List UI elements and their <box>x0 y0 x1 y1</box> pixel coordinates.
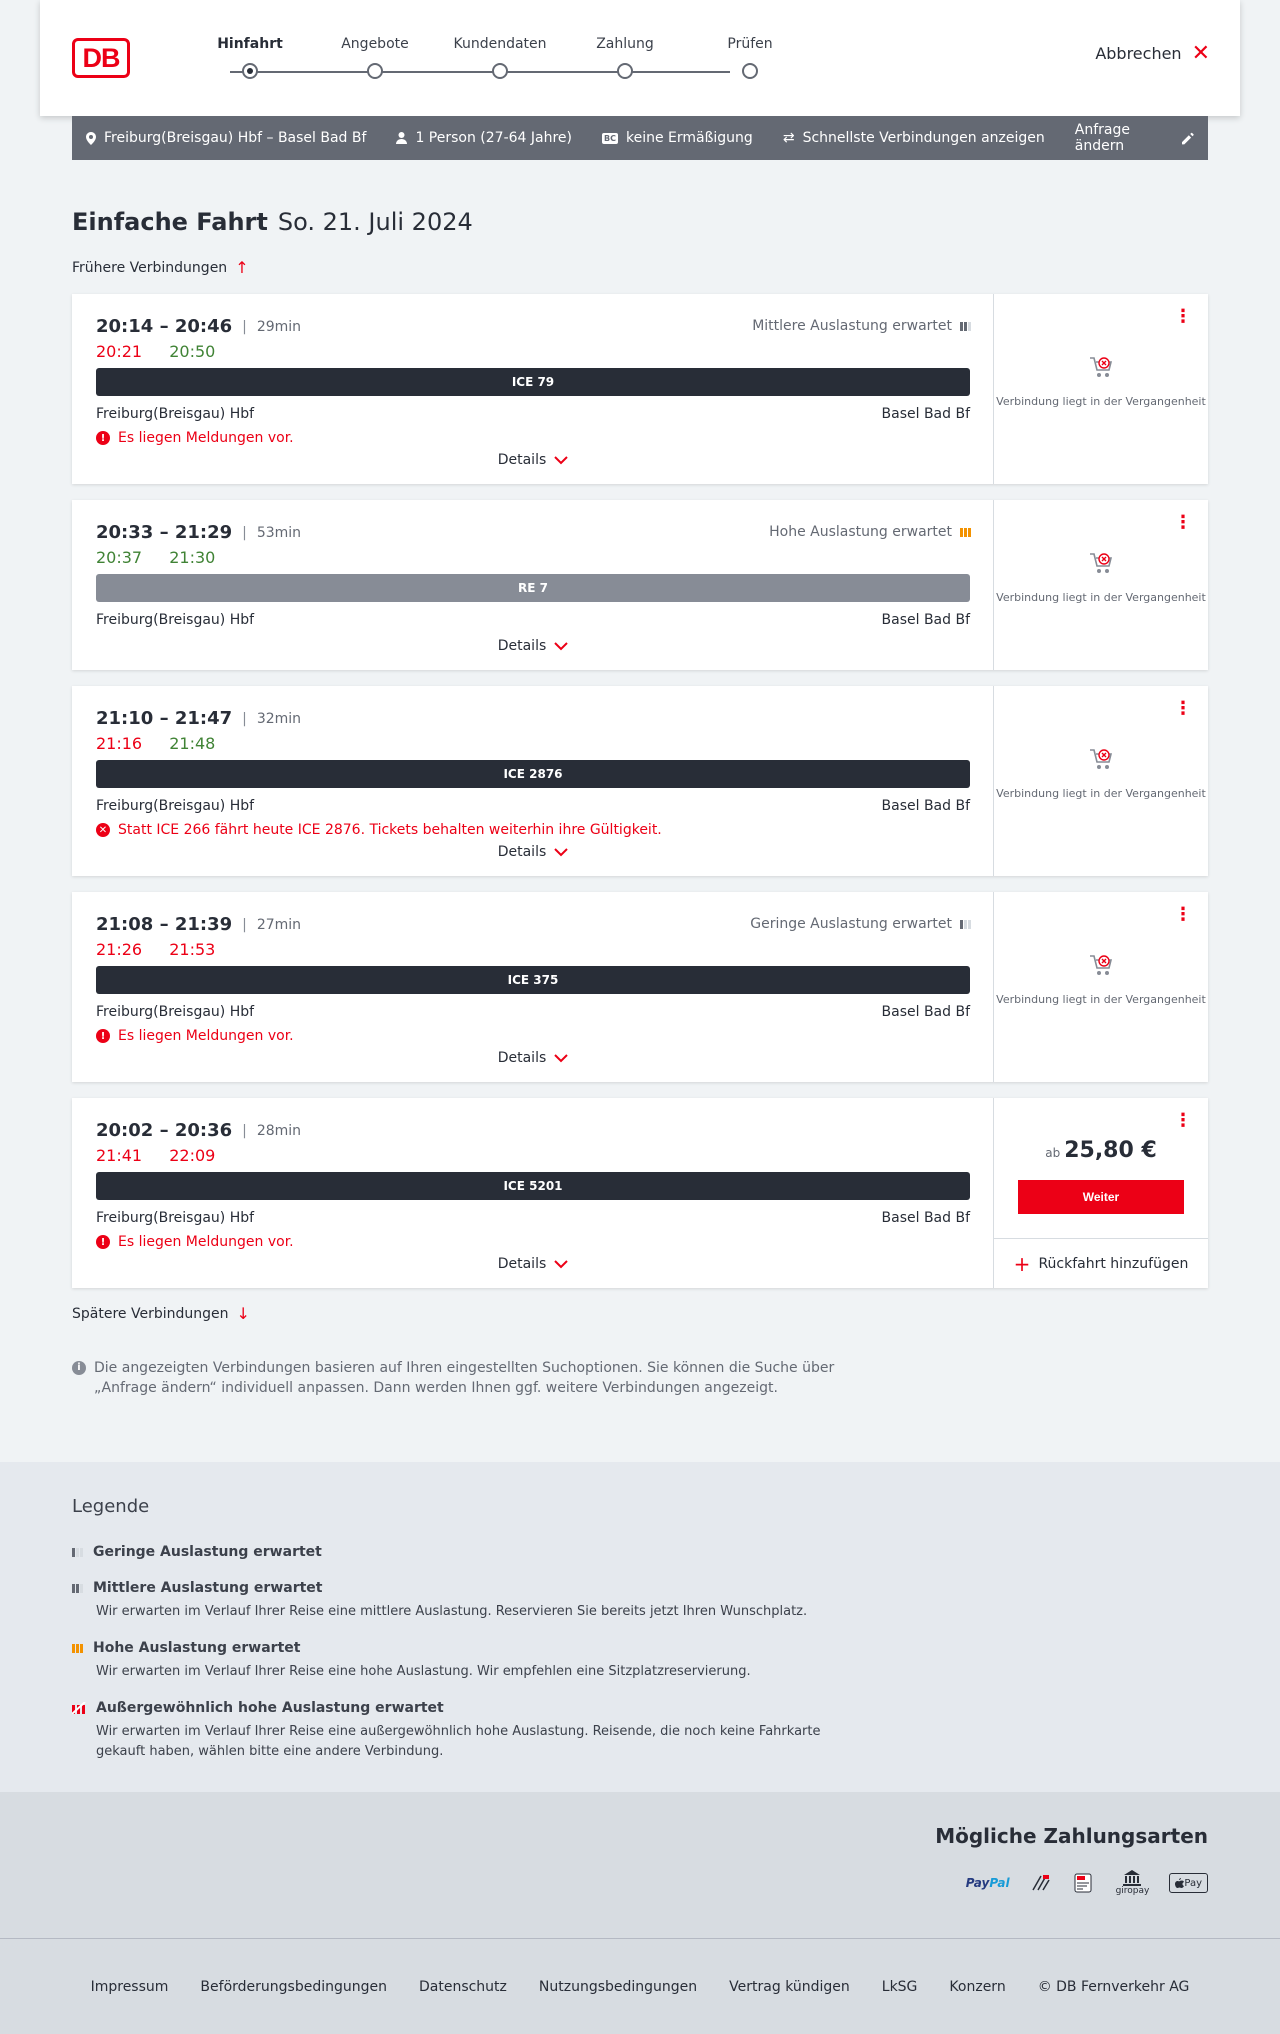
price-prefix: ab <box>1045 1146 1061 1160</box>
arrival-station: Basel Bad Bf <box>881 1210 970 1226</box>
payment-title: Mögliche Zahlungsarten <box>935 1824 1208 1848</box>
trip-type: Einfache Fahrt <box>72 208 268 236</box>
details-label: Details <box>497 1256 547 1272</box>
past-connection-info <box>994 354 1208 410</box>
legend-item-high <box>72 1640 872 1682</box>
connection-card <box>72 294 1208 484</box>
chevron-down-icon <box>554 1260 568 1269</box>
scheduled-times <box>96 1120 301 1141</box>
continue-button[interactable]: Weiter <box>1018 1180 1184 1214</box>
apple-pay-logo <box>1169 1873 1208 1893</box>
step-pruefen <box>680 34 820 54</box>
paypal-logo <box>966 1870 1010 1896</box>
past-connection-text: Verbindung liegt in der Vergangenheit <box>996 395 1206 408</box>
departure-station: Freiburg(Breisgau) Hbf <box>96 406 255 422</box>
arrival-station: Basel Bad Bf <box>881 612 970 628</box>
legend-item-title: Außergewöhnlich hohe Auslastung erwartet <box>96 1700 444 1716</box>
step-dot <box>617 63 633 79</box>
step-dot <box>492 63 508 79</box>
legend-section <box>0 1462 1280 1792</box>
scheduled-times <box>96 316 301 337</box>
occupancy-text: Mittlere Auslastung erwartet <box>752 318 952 334</box>
footer-link-konzern[interactable]: Konzern <box>949 1978 1006 1995</box>
step-dot-active <box>242 63 258 79</box>
details-toggle[interactable] <box>72 1256 994 1272</box>
price-value: 25,80 € <box>1064 1138 1157 1163</box>
cart-unavailable-icon <box>1088 952 1114 978</box>
step-label: Angebote <box>341 36 409 52</box>
legend-title: Legende <box>72 1496 150 1517</box>
legend-item-title: Geringe Auslastung erwartet <box>93 1544 322 1560</box>
connection-card <box>72 686 1208 876</box>
connection-main[interactable] <box>72 686 994 876</box>
legend-item-desc: Wir erwarten im Verlauf Ihrer Reise eine hohe Auslastung. Wir empfehlen eine Sitzplatzreservierung. <box>96 1664 751 1679</box>
paypal-pal: Pal <box>989 1876 1010 1890</box>
fastest-summary <box>783 130 1045 146</box>
train-bar[interactable]: ICE 375 <box>96 966 970 994</box>
more-options-icon[interactable]: ⋮ <box>1174 904 1192 925</box>
realtime-departure: 20:21 <box>96 342 143 361</box>
offer-area <box>994 1098 1208 1288</box>
price <box>994 1138 1208 1163</box>
person-icon <box>396 132 407 144</box>
stations <box>96 1210 970 1226</box>
divider: | <box>242 318 247 335</box>
occupancy-info <box>750 916 971 932</box>
search-summary-bar <box>72 116 1208 160</box>
scheduled-time-range: 21:08 – 21:39 <box>96 914 233 935</box>
message-text: Es liegen Meldungen vor. <box>118 1234 294 1250</box>
db-logo[interactable]: DB <box>72 38 130 78</box>
departure-station: Freiburg(Breisgau) Hbf <box>96 1004 255 1020</box>
realtime-arrival: 21:30 <box>169 548 216 567</box>
duration: 53min <box>256 524 302 541</box>
discount-text: keine Ermäßigung <box>625 130 753 146</box>
apple-icon <box>1175 1878 1184 1888</box>
travellers-text: 1 Person (27-64 Jahre) <box>415 130 572 146</box>
occupancy-info <box>752 318 971 334</box>
stepper-line <box>230 71 730 73</box>
legend-item-low <box>72 1544 872 1560</box>
stations <box>96 406 970 422</box>
realtime-times <box>96 940 237 959</box>
arrow-up-icon: ↑ <box>235 258 249 277</box>
scheduled-times <box>96 708 301 729</box>
realtime-departure: 21:41 <box>96 1146 143 1165</box>
earlier-connections-label: Frühere Verbindungen <box>72 259 228 276</box>
past-connection-text: Verbindung liegt in der Vergangenheit <box>996 993 1206 1006</box>
cart-unavailable-icon <box>1088 550 1114 576</box>
legend-item-desc: Wir erwarten im Verlauf Ihrer Reise eine außergewöhnlich hohe Auslastung. Reisende, die noch keine Fahrkarte gekauft haben, wählen bitte eine andere Verbindung. <box>96 1724 821 1759</box>
booking-header <box>40 0 1240 116</box>
connection-message <box>96 822 662 838</box>
divider: | <box>242 1122 247 1139</box>
arrival-station: Basel Bad Bf <box>881 798 970 814</box>
connection-main[interactable] <box>72 1098 994 1288</box>
scheduled-times <box>96 522 301 543</box>
duration: 32min <box>256 710 302 727</box>
scheduled-time-range: 20:14 – 20:46 <box>96 316 233 337</box>
train-bar[interactable]: ICE 79 <box>96 368 970 396</box>
past-connection-info <box>994 746 1208 802</box>
connection-main[interactable] <box>72 892 994 1082</box>
departure-station: Freiburg(Breisgau) Hbf <box>96 798 255 814</box>
footer-link-befoerderungsbedingungen[interactable]: Beförderungsbedingungen <box>200 1978 387 1995</box>
pencil-icon <box>1182 132 1194 145</box>
scheduled-time-range: 21:10 – 21:47 <box>96 708 233 729</box>
chevron-down-icon <box>554 848 568 857</box>
realtime-arrival: 22:09 <box>169 1146 216 1165</box>
plus-icon: + <box>1013 1251 1031 1276</box>
step-dot <box>367 63 383 79</box>
legend-item-desc: Wir erwarten im Verlauf Ihrer Reise eine mittlere Auslastung. Reservieren Sie bereits jetzt Ihren Wunschplatz. <box>96 1604 808 1619</box>
connection-main[interactable] <box>72 500 994 670</box>
location-pin-icon <box>86 132 96 145</box>
stations <box>96 612 970 628</box>
step-kundendaten <box>430 34 570 54</box>
note-text: Die angezeigten Verbindungen basieren auf Ihren eingestellten Suchoptionen. Sie können die Suche über „Anfrage ändern“ individuell anpassen. Dann werden Ihnen ggf. weitere Verbindungen angezeigt. <box>94 1360 835 1396</box>
legend-item-extreme <box>72 1700 872 1762</box>
footer <box>0 1938 1280 2034</box>
connection-main[interactable] <box>72 294 994 484</box>
message-text: Es liegen Meldungen vor. <box>118 1028 294 1044</box>
occupancy-low-icon <box>960 920 971 929</box>
arrival-station: Basel Bad Bf <box>881 406 970 422</box>
bahncard-icon: BC <box>604 133 616 143</box>
scheduled-times <box>96 914 301 935</box>
credit-card-logo <box>1030 1870 1052 1896</box>
departure-station: Freiburg(Breisgau) Hbf <box>96 612 255 628</box>
route-text: Freiburg(Breisgau) Hbf – Basel Bad Bf <box>104 130 367 146</box>
legend-item-title: Hohe Auslastung erwartet <box>93 1640 301 1656</box>
message-text: Statt ICE 266 fährt heute ICE 2876. Tickets behalten weiterhin ihre Gültigkeit. <box>118 822 662 838</box>
divider: | <box>242 916 247 933</box>
realtime-arrival: 21:48 <box>169 734 216 753</box>
step-hinfahrt[interactable] <box>180 34 320 54</box>
scheduled-time-range: 20:33 – 21:29 <box>96 522 233 543</box>
realtime-departure: 21:26 <box>96 940 143 959</box>
footer-link-lksg[interactable]: LkSG <box>881 1978 918 1995</box>
train-bar[interactable]: ICE 5201 <box>96 1172 970 1200</box>
realtime-departure: 21:16 <box>96 734 143 753</box>
occupancy-info <box>769 524 971 540</box>
payment-methods-section <box>0 1792 1280 1938</box>
fastest-text: Schnellste Verbindungen anzeigen <box>802 130 1045 146</box>
connection-message <box>96 430 294 446</box>
occupancy-extreme-icon <box>72 1702 86 1714</box>
occupancy-low-icon <box>72 1548 83 1557</box>
more-options-icon[interactable]: ⋮ <box>1174 698 1192 719</box>
alert-icon: ! <box>96 431 110 445</box>
error-x-icon: ✕ <box>96 823 110 837</box>
payment-logos <box>966 1868 1208 1898</box>
footer-link-impressum[interactable]: Impressum <box>90 1978 169 1995</box>
duration: 29min <box>256 318 302 335</box>
swap-arrows-icon: ⇄ <box>782 130 795 146</box>
past-connection-text: Verbindung liegt in der Vergangenheit <box>996 787 1206 800</box>
connection-card <box>72 892 1208 1082</box>
train-bar[interactable]: RE 7 <box>96 574 970 602</box>
cart-unavailable-icon <box>1088 354 1114 380</box>
travellers-summary <box>396 130 572 146</box>
realtime-arrival: 20:50 <box>169 342 216 361</box>
giropay-label: giropay <box>1115 1886 1150 1896</box>
legend-item-title: Mittlere Auslastung erwartet <box>93 1580 323 1596</box>
alert-icon: ! <box>96 1029 110 1043</box>
route-summary <box>86 130 366 146</box>
occupancy-medium-icon <box>960 322 971 331</box>
apple-pay-label: Pay <box>1184 1877 1202 1889</box>
giropay-logo <box>1116 1868 1150 1898</box>
duration: 28min <box>256 1122 302 1139</box>
details-label: Details <box>497 1050 547 1066</box>
offer-area <box>994 686 1208 876</box>
cancel-button[interactable] <box>1095 40 1210 66</box>
details-toggle[interactable] <box>72 638 994 654</box>
alert-icon: ! <box>96 1235 110 1249</box>
stations <box>96 798 970 814</box>
past-connection-text: Verbindung liegt in der Vergangenheit <box>996 591 1206 604</box>
sepa-direct-debit-logo <box>1072 1870 1096 1896</box>
details-toggle[interactable] <box>72 844 994 860</box>
chevron-down-icon <box>554 1054 568 1063</box>
message-text: Es liegen Meldungen vor. <box>118 430 294 446</box>
earlier-connections-link[interactable] <box>72 258 249 277</box>
step-label: Kundendaten <box>453 36 547 52</box>
step-angebote <box>305 34 445 54</box>
train-bar[interactable]: ICE 2876 <box>96 760 970 788</box>
booking-stepper <box>210 34 773 84</box>
details-toggle[interactable] <box>72 452 994 468</box>
offer-area <box>994 500 1208 670</box>
cart-unavailable-icon <box>1088 746 1114 772</box>
realtime-times <box>96 1146 237 1165</box>
page-title <box>72 208 473 236</box>
footer-link-datenschutz[interactable]: Datenschutz <box>418 1978 507 1995</box>
stations <box>96 1004 970 1020</box>
past-connection-info <box>994 550 1208 606</box>
chevron-down-icon <box>554 642 568 651</box>
occupancy-high-icon <box>72 1644 83 1653</box>
footer-copyright: © DB Fernverkehr AG <box>1037 1978 1190 1995</box>
step-label: Prüfen <box>727 36 773 52</box>
details-label: Details <box>497 452 547 468</box>
step-label: Hinfahrt <box>217 36 283 52</box>
departure-station: Freiburg(Breisgau) Hbf <box>96 1210 255 1226</box>
offer-area <box>994 294 1208 484</box>
realtime-times <box>96 342 237 361</box>
footer-link-nutzungsbedingungen[interactable]: Nutzungsbedingungen <box>538 1978 698 1995</box>
realtime-times <box>96 734 237 753</box>
realtime-times <box>96 548 237 567</box>
footer-link-vertrag-kuendigen[interactable]: Vertrag kündigen <box>729 1978 850 1995</box>
divider: | <box>242 524 247 541</box>
details-label: Details <box>497 638 547 654</box>
add-return-trip-label: Rückfahrt hinzufügen <box>1038 1255 1189 1272</box>
connection-card <box>72 1098 1208 1288</box>
edit-search-button[interactable] <box>1075 122 1194 154</box>
offer-area <box>994 892 1208 1082</box>
paypal-pay: Pay <box>965 1876 990 1890</box>
chevron-down-icon <box>554 456 568 465</box>
legend-item-medium <box>72 1580 872 1622</box>
scheduled-time-range: 20:02 – 20:36 <box>96 1120 233 1141</box>
more-options-icon[interactable]: ⋮ <box>1174 512 1192 533</box>
close-icon: ✕ <box>1191 40 1210 66</box>
step-dot <box>742 63 758 79</box>
divider: | <box>242 710 247 727</box>
more-options-icon[interactable]: ⋮ <box>1174 306 1192 327</box>
occupancy-medium-icon <box>72 1584 83 1593</box>
later-connections-label: Spätere Verbindungen <box>72 1305 229 1322</box>
connection-message <box>96 1234 294 1250</box>
trip-date: So. 21. Juli 2024 <box>277 208 473 236</box>
realtime-departure: 20:37 <box>96 548 143 567</box>
past-connection-info <box>994 952 1208 1008</box>
occupancy-text: Geringe Auslastung erwartet <box>750 916 952 932</box>
step-zahlung <box>555 34 695 54</box>
edit-search-label: Anfrage ändern <box>1074 122 1130 154</box>
more-options-icon[interactable]: ⋮ <box>1174 1110 1192 1131</box>
search-options-note <box>72 1358 852 1398</box>
cancel-label: Abbrechen <box>1095 44 1182 63</box>
discount-summary <box>602 130 753 146</box>
step-label: Zahlung <box>596 36 654 52</box>
add-return-trip-button[interactable] <box>994 1238 1208 1288</box>
details-toggle[interactable] <box>72 1050 994 1066</box>
occupancy-high-icon <box>960 528 971 537</box>
realtime-arrival: 21:53 <box>169 940 216 959</box>
connection-message <box>96 1028 294 1044</box>
arrow-down-icon: ↓ <box>236 1304 250 1323</box>
details-label: Details <box>497 844 547 860</box>
arrival-station: Basel Bad Bf <box>881 1004 970 1020</box>
occupancy-text: Hohe Auslastung erwartet <box>769 524 952 540</box>
info-icon: i <box>72 1361 86 1375</box>
connection-card <box>72 500 1208 670</box>
later-connections-link[interactable] <box>72 1304 250 1323</box>
duration: 27min <box>256 916 302 933</box>
